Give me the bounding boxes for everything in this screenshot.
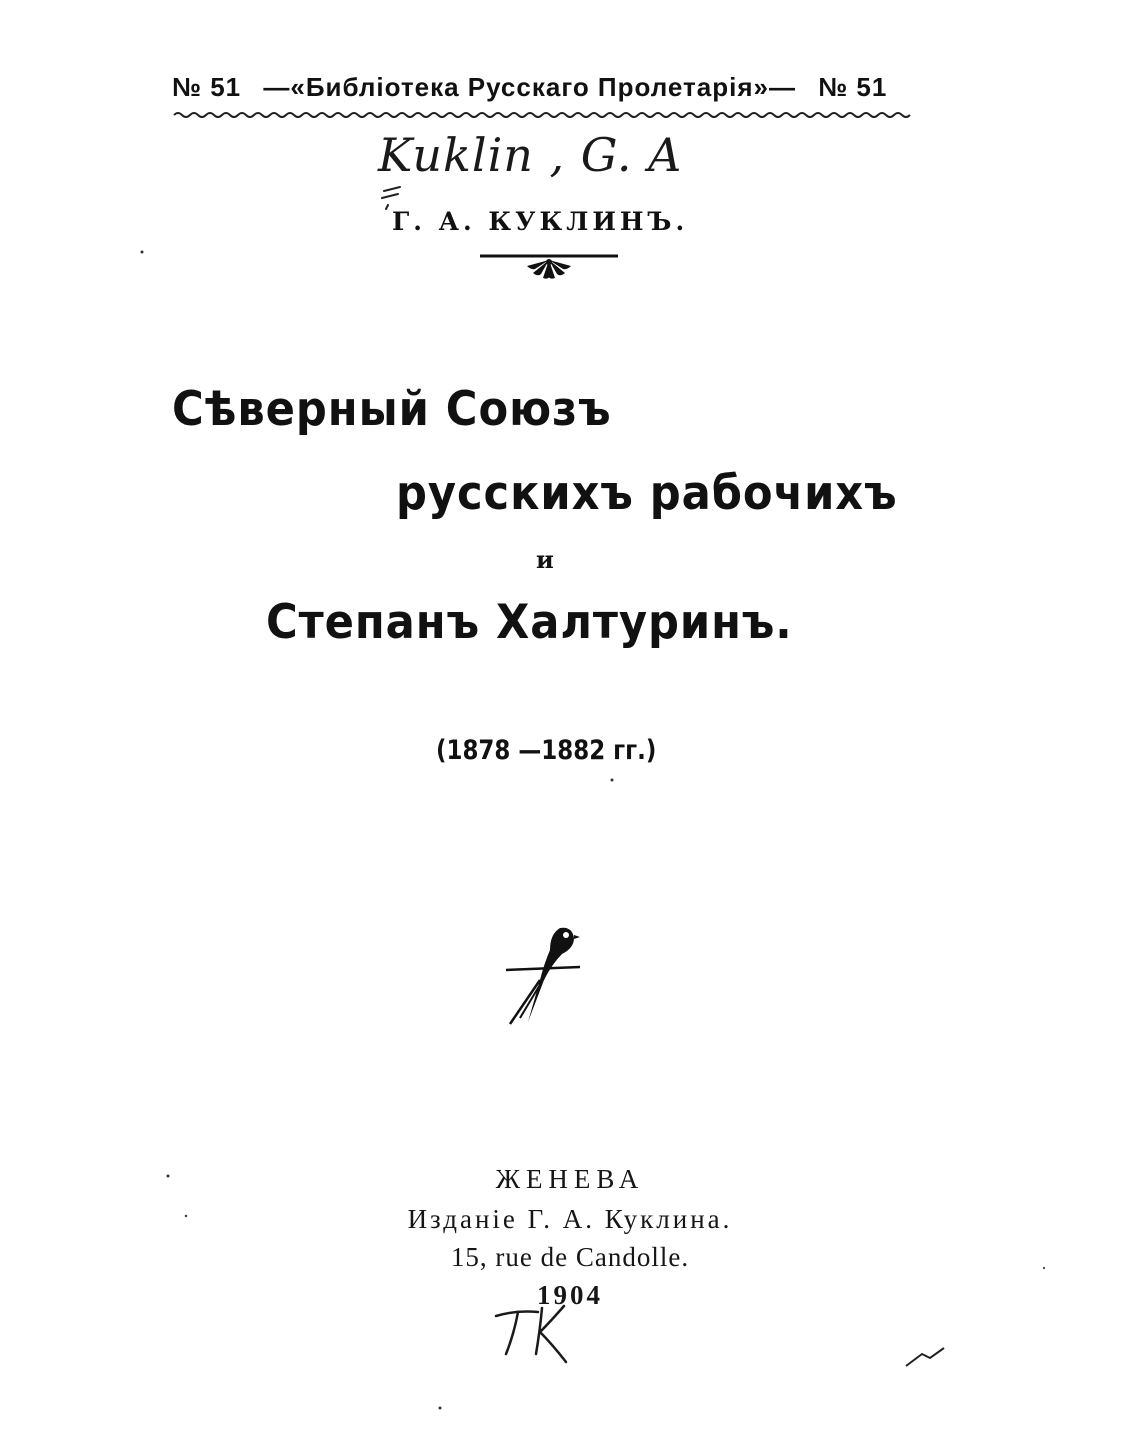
imprint-year: 1904 <box>537 1280 603 1310</box>
imprint-city: ЖЕНЕВА <box>495 1164 645 1194</box>
imprint-publisher: Изданіе Г. А. Куклина. <box>407 1204 733 1234</box>
title-line-conjunction: и <box>536 545 554 574</box>
series-number-right: № 51 <box>818 72 888 102</box>
fan-ornament-icon <box>478 250 620 280</box>
series-number-left: № 51 <box>172 72 242 102</box>
title-line-2: русскихъ рабочихъ <box>396 466 898 521</box>
series-title: —«Библіотека Русскаго Пролетарія»— <box>263 72 796 102</box>
wavy-rule <box>172 110 917 120</box>
series-header <box>172 72 922 103</box>
imprint-address: 15, rue de Candolle. <box>450 1242 690 1272</box>
date-range: (1878 —1882 гг.) <box>436 735 657 766</box>
title-line-1: Сѣверный Союзъ <box>172 382 612 437</box>
handwritten-tk-mark <box>492 1300 582 1370</box>
swallow-icon <box>500 920 590 1030</box>
author-name: Г. А. КУКЛИНЪ. <box>392 207 689 236</box>
handwritten-note: Kuklin , G. A <box>378 128 683 182</box>
title-line-4: Степанъ Халтуринъ. <box>266 595 793 650</box>
